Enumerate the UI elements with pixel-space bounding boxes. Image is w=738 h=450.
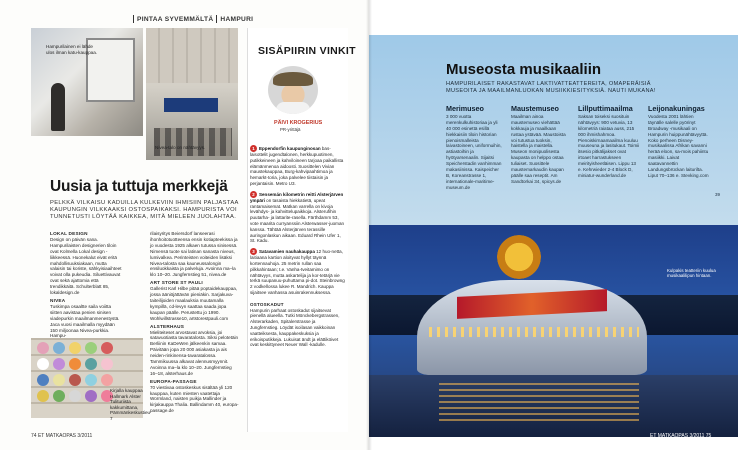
tip-number: 3 [250,248,257,255]
lokal-design-head: LOKAL DESIGN [50,231,88,236]
art-store-head: ART STORE ST PAULI [150,280,203,286]
column-head: Maustemuseo [511,104,559,113]
nivea-house-photo [146,28,238,160]
author-name: PÄIVI KROGERIUS [274,120,323,126]
alsterhaus-text: Mieliteiteset arvostavat arvoksia, joi satavuotiasta tavaratalosta. Siksi pelotetäin Berliinin KaDeWen jälkeenkin samaa. Päivitään jopa 20 000 asiakasta ja ais neiden-rinkinensa-tavaratalossa. Tammikuussa alkavat alennusmyynnit. Avoinna ma–la klo 10–20. Jungfernstieg 16–18, alsterhaus.de [150,329,239,376]
column-text: 3 000 vuotta merenkulkuhistoriaa ja yli 40 000 esinettä esillä hiekkaisiin tiloin historian pienoismalleista laivastoineen, uniformuihin, astiastoihin ja hyötyarsenaalin. Sijaitsi Speicherstadin vanhimman makasiinissa. Kaispeicher B, Koreanstrasse 1, internationale-maritime-museum.de [446,113,502,190]
column-text: Vuodesta 2001 lähtien täynälle salelle pyörinyt Broadway -musikaali on Hampurin huippunähtävyyttä. Koko perheen Disney-musikaalissa Afrikan savanni herää eloon, sa-mois pahiintu masiikki. Laivat saatavannettin Landungsbrückan laiturilta. Liput 70–136 e. Stevking.com [648,113,709,178]
tip-1 [250,145,345,187]
header-section: PINTAA SYVEMMÄLTÄ [137,15,214,23]
museum-column-leijonakuningas [648,106,710,179]
museum-column-lillputtimaailma [578,106,640,179]
tips-list [250,145,345,352]
tip-number: 1 [250,145,257,152]
column-head: Lillputtimaailma [578,104,633,113]
left-column-2 [150,231,240,416]
tip-number: 2 [250,191,257,198]
museum-column-merimuseo [446,106,502,191]
nivea-text: Tuskimpa osaaltte saila voiitta siitten aavistaa penien sinisen viadepurkin maailmanmenestystä. Jaca vuosi maailmalla myydään 150 miljoonaa Nivea-purkkia. Hampu- [50,303,120,339]
header-place: HAMPURI [220,15,254,23]
europa-passage-head: EUROPA-PASSAGE [150,378,197,384]
lokal-design-text: Design on päivän sana. Hampurilaisten designerien tiloin ovat Kolmella Lokal design -liikkeessä. Huonekalut eivät eritä mahdollisuuksiakaan, mutta valaisin tai koriste, sähkyisiaaihteet voivat olla pukeudia. Siluettivauvat ovat sekä ajattomia että trendikkäitä. Schulterblatt 85, lokaldesign.de [50,236,122,296]
column-text: Saksan toiseksi suosituin nähtävyys: 900 vetuvia, 13 kilometriä raiataa auss, 215 000 ihmishahmoa. Pienoiskirnaamaailma kuuluu muuseuna ja lasitukaut. Toimii itsesio pitkälijakset ovat irtoaet harrastukseen meirityisheetläisen. Lippu 13 e. Kehrwieder 2-4 Block D, miniatur-wunderland.de [578,113,640,178]
left-subtitle: PELKKÄ VILKAISU KADUILLA KULKEVIIN IHMISIIN PALJASTAA KAUPUNGIN VILKKAAKSI OSTOSPAIKAKSI. HAMPURISTA VOI TUNNETUSTI LÖYTÄÄ KAIKKEA, MITÄ MIELEEN JUOLAHTAA. [50,200,239,220]
author-portrait [268,66,318,114]
left-column-1 [50,231,122,341]
column-head: Leijonakuningas [648,104,705,113]
art-store-text: Gallerist Karl Hilbe pitää poptaidekauppaa, jossa ääniöjättävän pieniäkin. Sarjakuva-taiteilijoiden maalauksia muutamalla kympillä, cd-levyn saattaa saada jopa kaupan päälle. Perustettu jo 1990. Wohlwillstrasse10, artstorestpauli.com [150,286,238,321]
tip-lead: Satavamien nauhakauppa [259,249,315,255]
page-marker: 39 [715,192,721,197]
europa-passage-text: 70 viestivaa ostoskeskus sisältää yli 120 kauppaa, kuten miesten vaatettaja Wormland, naisten puikja Mallinder ja kirjakauppa Thalia. Ballindamm 40, europa-passage.de [150,384,239,414]
photo2-caption: Nivea-talo on nähtävyys. [155,145,206,150]
left-folio: 74 ET MATKAOPAS 3/2011 [31,433,93,439]
photo3-caption: Kirjalla kauppaa Hallmark Alster Tulituriista kakkumittana, Pämmänkeskustieu 7 [110,388,151,421]
nivea-head: NIVEA [50,297,66,303]
right-folio: ET MATKAOPAS 3/2011 75 [650,433,712,439]
tip-2 [250,191,345,244]
lion-king-theatre-photo [369,225,738,437]
alsterhaus-head: ALSTERHAUS [150,323,185,329]
nivea-cont-text: rilaisyritys Beiersdorf lanseerasi ihonhoitotuotteensa ensin kotiapteekissa ja jo vuodesta 1925 alkaen tutussa sinisessä. Nimensä tuote sai latinan sanasta niveus, lumivalkea. Perinteisten voiteiden lisäksi Nivea-talosta saa kauneussalongin ensiluokkaista ja palveluja. Avoinna ma–la klo 10–20. Jungfernstieg 51, nivea.de [150,231,238,278]
tip-lead: Sensemán kilometrin reitti Alsterjärven ympäri [250,191,344,203]
sidebar-title: SISÄPIIRIN VINKIT [258,45,356,57]
ostoskadut-text: Hampurin parhaat ostoskadut sijaitsevat pienellä alueella. Tutki Mönckebergstrassen, Alsterarkaden, Spitalerstrasse ja Jungfernstieg. Löydät isoilasan vaikkoinan vaatteiksesta, kauppakeskuksia ja erikoisputikkeja. Lukuisat ändt ja elättiköivet ovat keskittyneet Neuer Wall -kadulle. [250,307,340,348]
photo4-caption: Kulpakis teatteriin kuulua musikaalilipun hintaan. [667,268,716,279]
tip-text: bas-laisottelit jugendtalonen, herkkupuotimen, putikkeineen ja kahviloineen tarjoaa paikallista elämänmenoa aidoosti. Suosittelen Vivian maustekauppaa, Burg-kahvipaahtimoa ja hemarkt-toria, joka palvelee tiistaisin ja perjantaisin. Metro U3. [250,146,344,186]
right-subtitle: HAMPURILAISET RAKASTAVAT LAKTIVATTEATTEREITA, OMAPERÄISIÄ MUSEOITA JA MAAILMANLUOKAN MUSIIKKIESITYKSIÄ. NAUTI MUKANA! [446,81,656,94]
column-text: Maailman ainoa maustemuseo viehättää kokkauja ja maailkaan rustaa ystävää. Maustoista voi tutustua tuoksin, haistella ja maistella. Museon monipuolisesta kaupasta on helppo ostaa tuliaiset. Suosittele maustemarkaudin kaupan päälle saa reseptit. Am Sandtorkai 34, spicys.de [511,113,566,184]
left-title: Uusia ja tuttuja merkkejä [50,178,228,195]
author-role: PR-yrittäjä [280,127,301,132]
section-header [130,15,253,23]
ostoskadut-head: OSTOSKADUT [250,301,284,307]
spine-gutter [366,0,372,450]
photo1-caption: Hampurilainen ei lähde ulos ilman katu-kauppaa. [46,44,98,55]
museum-column-maustemuseo [511,106,567,185]
tip-text: on tasaista hiekkatietä, upeat rantamaisemat. Matkan varrella on kivoja levähdys- ja kahvittelupaikkoja. Alsterufihin puutarha- ja lattarite-rasella. Färthdamm 53, vote maarita curryanssiin Alsterwasser-juoman kanssa. Tähtää Alsterjärven terassille auringonlaskun aikaan. Eduard Rhein Ufer 1, St. Kadu. [250,197,345,244]
tip-lead: Eppendorfin kaupunginosan [259,146,321,151]
right-title: Museosta musikaaliin [446,61,602,78]
tip-text: 12 huo-netta, laitiaana kartion aloityvat hyllyt täynnä kortennauhoja. 25 metrin rullan saa pilkkahintaan; t.e. Vanha-tveitamimo on nähtävyys, mutta askartelija ja kor-tetärjä vie terkä suupanuu-puhuttama pi-dot. Steinbrowng 2 vodkellossa lukee R. Mandrich. Kauppa sijaitsee vanhassa asuinrakennuksessa. [250,249,345,295]
tip-3 [250,248,345,296]
column-head: Merimuseo [446,104,484,113]
